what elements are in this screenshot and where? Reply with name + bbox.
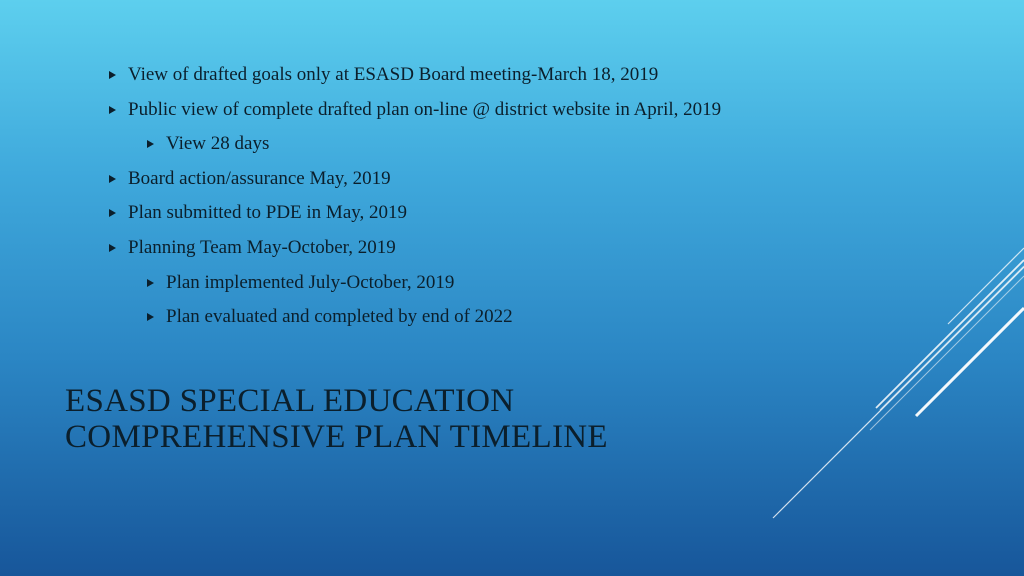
bullet-text: Plan evaluated and completed by end of 2022 — [166, 306, 513, 328]
triangle-right-icon — [109, 71, 116, 79]
slide-title-line-1: ESASD SPECIAL EDUCATION — [65, 383, 515, 419]
bullet-text: Planning Team May-October, 2019 — [128, 236, 396, 258]
bullet-text: View 28 days — [166, 133, 270, 155]
sub-bullet-item — [106, 133, 766, 155]
triangle-right-icon — [109, 175, 116, 183]
bullet-text: Plan implemented July-October, 2019 — [166, 271, 455, 293]
bullet-item — [106, 202, 766, 224]
slide-title — [65, 383, 765, 455]
slide-title-line-2: COMPREHENSIVE PLAN TIMELINE — [65, 419, 608, 455]
triangle-right-icon — [109, 106, 116, 114]
bullet-text: Plan submitted to PDE in May, 2019 — [128, 202, 408, 224]
bullet-list — [106, 64, 766, 341]
bullet-text: Board action/assurance May, 2019 — [128, 167, 391, 189]
triangle-right-icon — [147, 140, 154, 148]
triangle-right-icon — [109, 209, 116, 217]
bullet-item — [106, 99, 766, 121]
bullet-item — [106, 237, 766, 259]
sub-bullet-item — [106, 306, 766, 328]
bullet-item — [106, 168, 766, 190]
bullet-text: Public view of complete drafted plan on-line @ district website in April, 2019 — [128, 98, 722, 120]
sub-bullet-item — [106, 272, 766, 294]
triangle-right-icon — [109, 244, 116, 252]
triangle-right-icon — [147, 279, 154, 287]
bullet-text: View of drafted goals only at ESASD Board meeting-March 18, 2019 — [128, 64, 659, 85]
bullet-item — [106, 64, 766, 86]
triangle-right-icon — [147, 313, 154, 321]
